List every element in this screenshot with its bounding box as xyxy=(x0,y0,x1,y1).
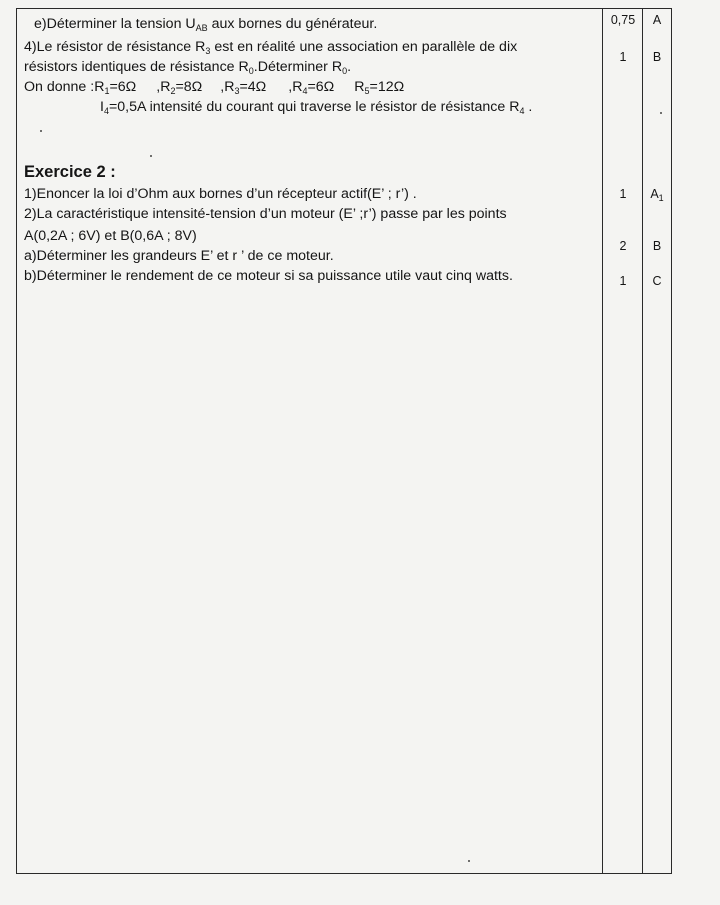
scan-speck xyxy=(468,860,470,862)
level-ex2-q1: $A_1$ xyxy=(650,187,664,203)
points-ex2-qa: 2 xyxy=(619,239,627,253)
exercise-2-title: Exercice 2 : xyxy=(24,163,116,181)
question-e: e)Déterminer la tension $U_{AB}$ aux bornes du générateur. xyxy=(34,16,378,33)
points-column-divider xyxy=(602,8,603,874)
points-e: 0,75 xyxy=(610,13,636,27)
scan-speck xyxy=(150,155,152,157)
level-q4: B xyxy=(652,50,662,64)
points-q4: 1 xyxy=(619,50,627,64)
question-4-line1: 4)Le résistor de résistance $R_3$ est en réalité une association en parallèle de dix xyxy=(24,39,518,56)
ex2-question-b: b)Déterminer le rendement de ce moteur si sa puissance utile vaut cinq watts. xyxy=(24,268,513,284)
given-values: On donne $:R_1=6\Omega$ $,R_2=8\Omega$ $,R_3=4\Omega$ $,R_4=6\Omega$ $R_5=12\Omega$ xyxy=(24,79,405,96)
ex2-question-2-line1: 2)La caractéristique intensité-tension d’un moteur (E’ ;r’) passe par les points xyxy=(24,206,507,222)
scan-speck xyxy=(660,112,662,114)
ex2-question-1: 1)Enoncer la loi d’Ohm aux bornes d’un récepteur actif(E’ ; r’) . xyxy=(24,186,417,202)
points-ex2-qb: 1 xyxy=(619,274,627,288)
ex2-question-a: a)Déterminer les grandeurs E’ et r ’ de ce moteur. xyxy=(24,248,334,264)
level-ex2-qb: C xyxy=(652,274,662,288)
question-4-line2: résistors identiques de résistance $R_0.Déterminer$ $R_0$. xyxy=(24,59,352,76)
given-current: $I_4=0,5A$ intensité du courant qui traverse le résistor de résistance $R_4$ . xyxy=(100,99,533,116)
points-ex2-q1: 1 xyxy=(619,187,627,201)
scan-speck xyxy=(40,130,42,132)
level-column-divider xyxy=(642,8,643,874)
level-ex2-qa: B xyxy=(652,239,662,253)
ex2-question-2-line2: A(0,2A ; 6V) et B(0,6A ; 8V) xyxy=(24,228,197,244)
exam-sheet-frame xyxy=(16,8,672,874)
level-e: A xyxy=(652,13,662,27)
